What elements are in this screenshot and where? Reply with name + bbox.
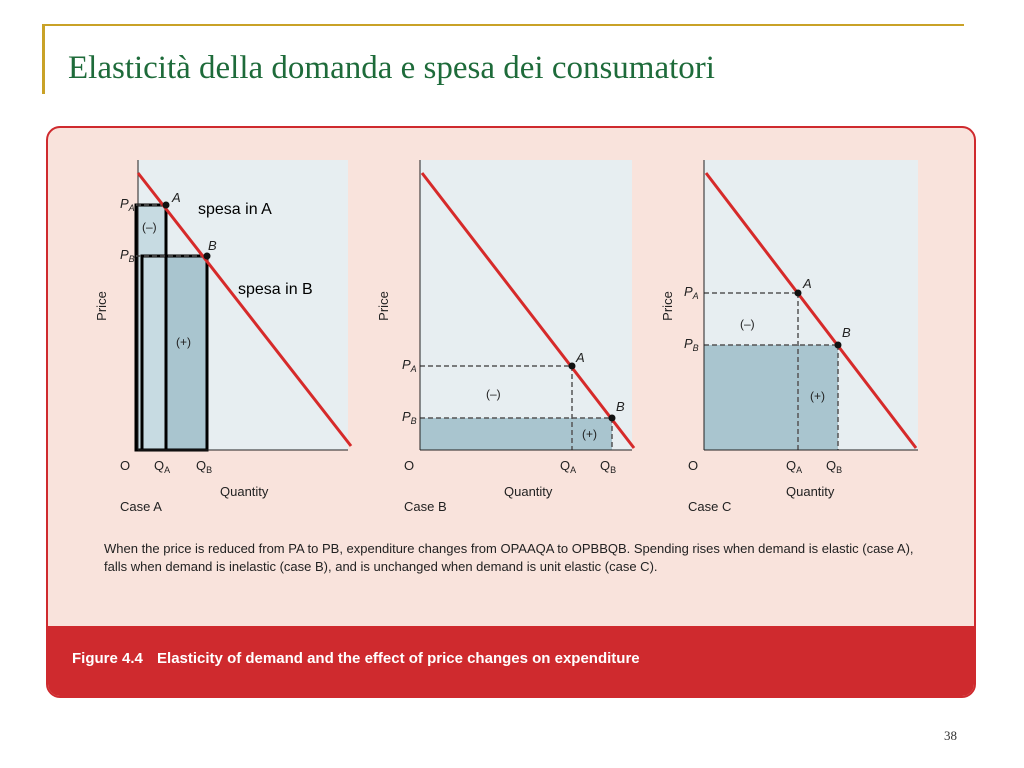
case-a-point-b [204, 253, 211, 260]
case-c-diagram [660, 160, 918, 514]
case-a-quantity-a-label: $Q_A$ [154, 458, 171, 475]
page-number: 38 [944, 728, 957, 743]
case-a-loss-label: (–) [142, 220, 157, 234]
case-b-price-axis-label: Price [376, 291, 391, 321]
case-b-point-a [569, 363, 576, 370]
case-c-point-a-label: A [803, 276, 812, 291]
case-b-quantity-b-label: $Q_B$ [600, 458, 617, 475]
figure-number: Figure 4.4 [72, 650, 143, 667]
case-b-loss-label: (–) [486, 387, 501, 401]
case-c-loss-label: (–) [740, 317, 755, 331]
case-c-quantity-b-label: $Q_B$ [826, 458, 843, 475]
case-a-point-b-label: B [208, 238, 217, 253]
case-b-point-b [609, 415, 616, 422]
case-a-point-a-label: A [172, 190, 181, 205]
case-c-label: Case C [688, 499, 732, 514]
case-a-price-a-label: $P_A$ [120, 196, 135, 213]
case-b-point-a-label: A [576, 350, 585, 365]
case-b-price-a-label: $P_A$ [402, 357, 417, 374]
case-a-diagram [94, 160, 351, 514]
annotation-spesa-in-b: spesa in B [238, 281, 313, 298]
case-b-quantity-a-label: $Q_A$ [560, 458, 577, 475]
case-b-gain-label: (+) [582, 427, 597, 441]
case-b-quantity-axis-label: Quantity [504, 484, 553, 499]
case-a-price-b-label: $P_B$ [120, 247, 135, 264]
case-a-quantity-b-label: $Q_B$ [196, 458, 213, 475]
figure-title [72, 650, 640, 667]
case-b-origin-label: O [404, 458, 415, 473]
case-c-price-axis-label: Price [660, 291, 675, 321]
case-c-quantity-axis-label: Quantity [786, 484, 835, 499]
case-c-origin-label: O [688, 458, 699, 473]
case-c-point-b-label: B [842, 325, 851, 340]
annotation-spesa-in-a: spesa in A [198, 201, 272, 218]
case-c-quantity-a-label: $Q_A$ [786, 458, 803, 475]
case-b-point-b-label: B [616, 399, 625, 414]
case-c-point-b [835, 342, 842, 349]
figure-panel [46, 126, 976, 698]
case-c-price-b-label: $P_B$ [684, 336, 699, 353]
case-b-price-b-label: $P_B$ [402, 409, 417, 426]
case-c-price-a-label: $P_A$ [684, 284, 699, 301]
case-a-point-a [163, 202, 170, 209]
case-b-label: Case B [404, 499, 447, 514]
case-a-price-axis-label: Price [94, 291, 109, 321]
title-accent-vertical-line [42, 26, 45, 94]
case-b-diagram [376, 160, 634, 514]
case-c-gain-label: (+) [810, 389, 825, 403]
case-a-quantity-axis-label: Quantity [220, 484, 269, 499]
case-a-label: Case A [120, 499, 162, 514]
case-a-origin-label: O [120, 458, 131, 473]
case-c-point-a [795, 290, 802, 297]
title-accent-horizontal-line [42, 24, 964, 26]
figure-title-bar [48, 626, 974, 696]
slide-title: Elasticità della domanda e spesa dei consumatori [68, 50, 715, 86]
case-a-gain-label: (+) [176, 335, 191, 349]
figure-caption: When the price is reduced from PA to PB, expenditure changes from OPAAQA to OPBBQB. Spending rises when demand is elastic (case A), falls when demand is inelastic (case B), and is unchanged when demand is unit elastic (case C). [104, 541, 914, 574]
figure-title-text: Elasticity of demand and the effect of price changes on expenditure [157, 650, 640, 667]
